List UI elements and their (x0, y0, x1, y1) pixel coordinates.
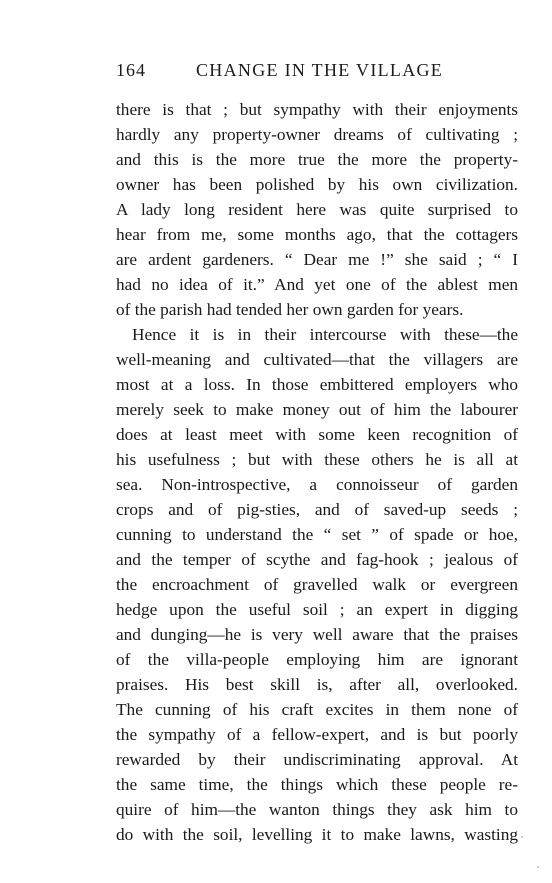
text-line-18: cunning to understand the “ set ” of spade or hoe, (116, 525, 518, 544)
text-line-7: are ardent gardeners. “ Dear me !” she said ; “ I (116, 250, 518, 269)
text-line-15: his usefulness ; but with these others he is all at (116, 450, 518, 469)
text-line-27: rewarded by their undiscriminating approval. At (116, 750, 518, 769)
paper-speck (521, 836, 523, 838)
body-text (116, 97, 518, 847)
running-title: CHANGE IN THE VILLAGE (196, 60, 444, 80)
text-line-12: most at a loss. In those embittered employers who (116, 375, 518, 394)
text-line-5: A lady long resident here was quite surprised to (116, 200, 518, 219)
text-line-2: hardly any property-owner dreams of cultivating ; (116, 125, 518, 144)
running-head (116, 60, 516, 88)
text-line-24: praises. His best skill is, after all, overlooked. (116, 675, 518, 694)
text-line-29: quire of him—the wanton things they ask him to (116, 800, 518, 819)
text-line-1: there is that ; but sympathy with their enjoyments (116, 100, 518, 119)
text-line-26: the sympathy of a fellow-expert, and is but poorly (116, 725, 518, 744)
text-line-28: the same time, the things which these people re- (116, 775, 518, 794)
text-line-19: and the temper of scythe and fag-hook ; jealous of (116, 550, 518, 569)
text-line-17: crops and of pig-sties, and of saved-up seeds ; (116, 500, 518, 519)
text-line-25: The cunning of his craft excites in them none of (116, 700, 518, 719)
text-line-9: of the parish had tended her own garden for years. (116, 300, 464, 319)
text-line-30: do with the soil, levelling it to make lawns, wasting (116, 825, 518, 844)
text-line-6: hear from me, some months ago, that the cottagers (116, 225, 518, 244)
text-line-22: and dunging—he is very well aware that the praises (116, 625, 518, 644)
text-line-20: the encroachment of gravelled walk or evergreen (116, 575, 518, 594)
page-number: 164 (116, 60, 146, 80)
text-line-23: of the villa-people employing him are ignorant (116, 650, 518, 669)
text-line-14: does at least meet with some keen recognition of (116, 425, 518, 444)
text-line-11: well-meaning and cultivated—that the villagers are (116, 350, 518, 369)
text-line-13: merely seek to make money out of him the labourer (116, 400, 518, 419)
text-line-8: had no idea of it.” And yet one of the ablest men (116, 275, 518, 294)
text-line-10: Hence it is in their intercourse with these—the (132, 325, 518, 344)
text-line-4: owner has been polished by his own civilization. (116, 175, 518, 194)
paper-speck (537, 866, 539, 868)
text-line-21: hedge upon the useful soil ; an expert in digging (116, 600, 518, 619)
text-line-3: and this is the more true the more the property- (116, 150, 518, 169)
text-line-16: sea. Non-introspective, a connoisseur of garden (116, 475, 518, 494)
